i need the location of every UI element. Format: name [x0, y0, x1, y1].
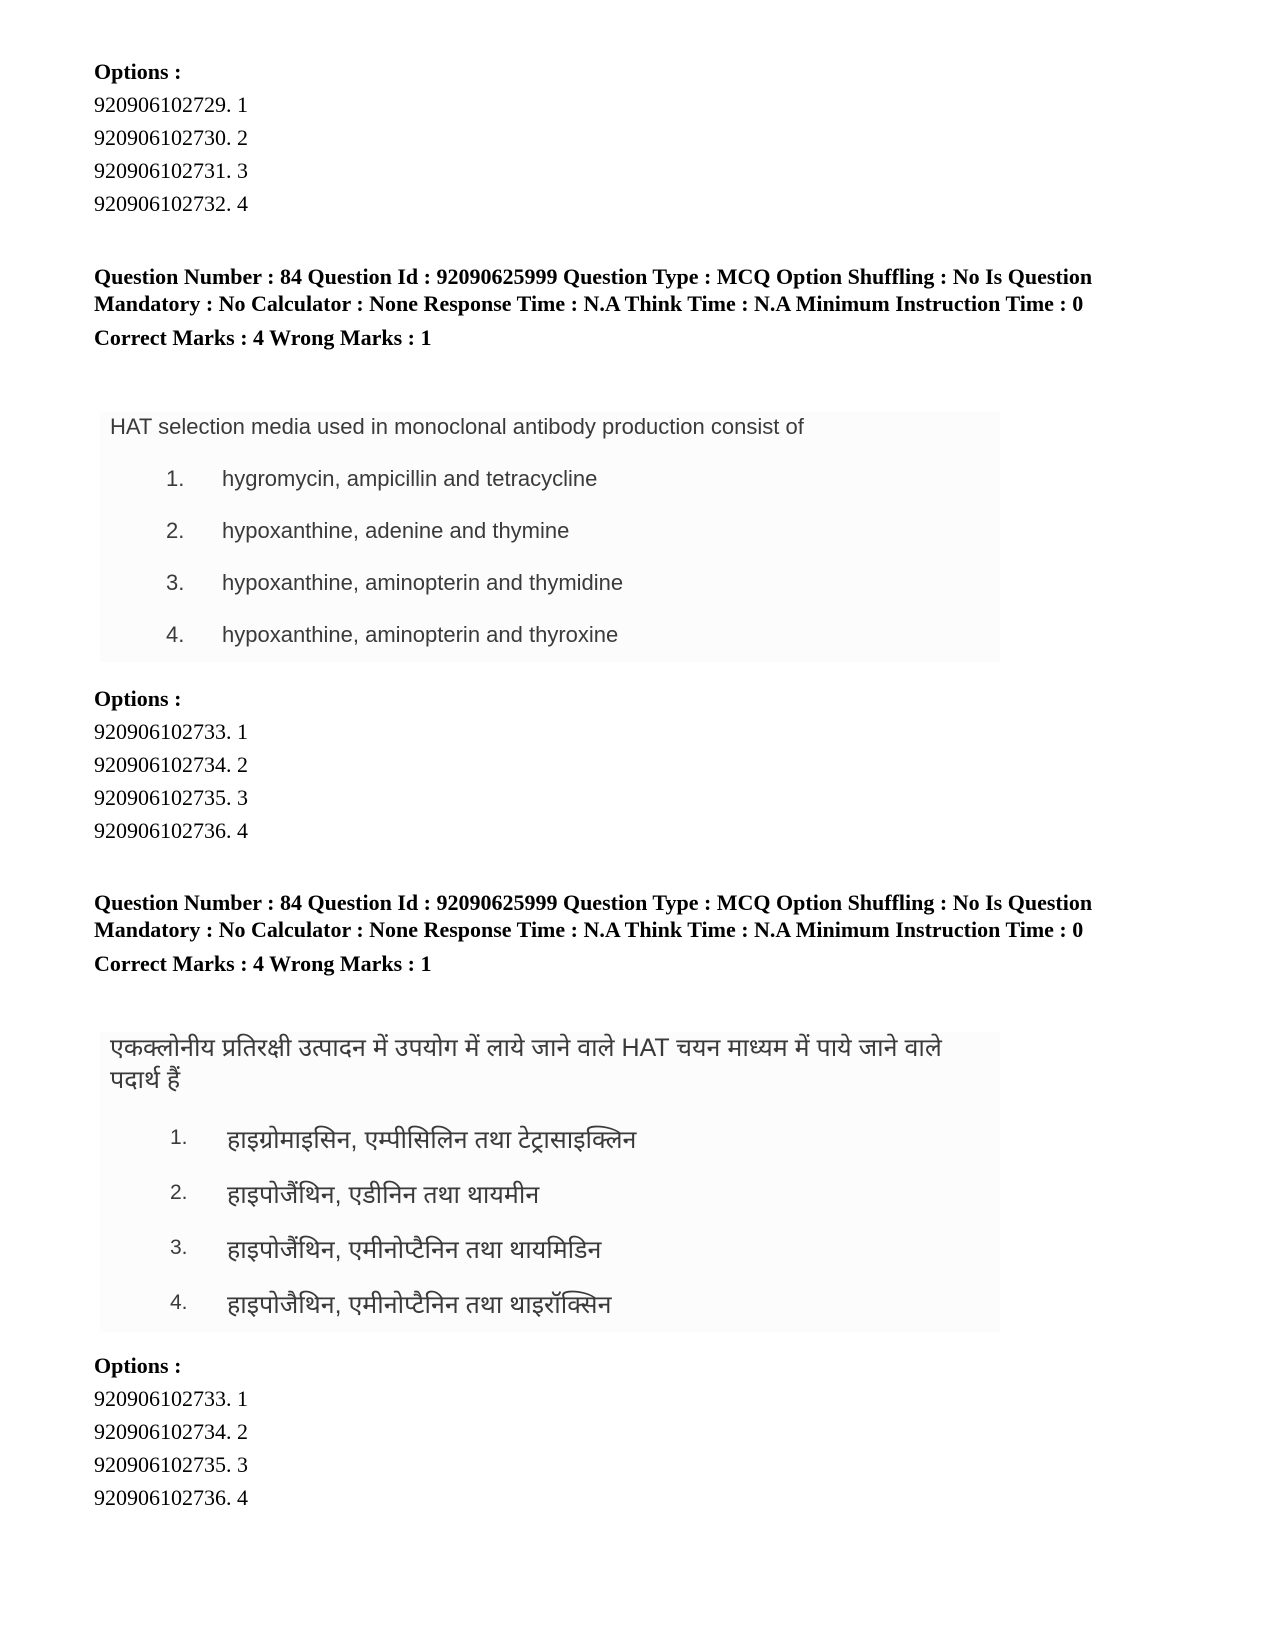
option-id: 920906102731. 3: [94, 158, 248, 183]
option-id: 920906102735. 3: [94, 785, 248, 810]
option-id: 920906102736. 4: [94, 818, 248, 843]
question-meta: Question Number : 84 Question Id : 92090625999 Question Type : MCQ Option Shuffling : No Is Question Mandatory : No Calculator : None Response Time : N.A Think Time : N.A Minimum Instruction Time : 0: [94, 264, 1093, 316]
answer-choice-1: [100, 1112, 1000, 1167]
choice-number: 2.: [166, 518, 185, 543]
option-id: 920906102732. 4: [94, 191, 248, 216]
question-stem-line-2: पदार्थ हैं: [110, 1066, 181, 1094]
choice-text: hypoxanthine, aminopterin and thymidine: [222, 570, 624, 595]
choice-text: हाइपोजैथिन, एमीनोप्टैनिन तथा थाइरॉक्सिन: [227, 1291, 612, 1319]
options-heading: Options :: [94, 686, 182, 711]
answer-choice-1: [100, 456, 1000, 508]
choice-text: हाइग्रोमाइसिन, एम्पीसिलिन तथा टेट्रासाइक्लिन: [227, 1126, 637, 1154]
option-id: 920906102736. 4: [94, 1485, 248, 1510]
option-id: 920906102733. 1: [94, 1386, 248, 1411]
option-id: 920906102734. 2: [94, 1419, 248, 1444]
question-meta: Question Number : 84 Question Id : 92090625999 Question Type : MCQ Option Shuffling : No Is Question Mandatory : No Calculator : None Response Time : N.A Think Time : N.A Minimum Instruction Time : 0: [94, 890, 1093, 942]
option-id: 920906102730. 2: [94, 125, 248, 150]
question-stem-line-1: एकक्लोनीय प्रतिरक्षी उत्पादन में उपयोग में लाये जाने वाले HAT चयन माध्यम में पाये जाने वाले: [110, 1034, 942, 1062]
question-marks: Correct Marks : 4 Wrong Marks : 1: [94, 951, 432, 976]
question-body-hindi: [100, 1032, 1000, 1332]
question-header-english: [94, 263, 1194, 353]
question-marks: Correct Marks : 4 Wrong Marks : 1: [94, 325, 432, 350]
choice-text: hygromycin, ampicillin and tetracycline: [222, 466, 598, 491]
choice-number: 3.: [170, 1236, 188, 1259]
choice-number: 1.: [170, 1126, 188, 1149]
answer-choice-2: [100, 508, 1000, 560]
question-body-english: [100, 412, 1000, 662]
answer-choice-4: [100, 1277, 1000, 1332]
choice-text: hypoxanthine, aminopterin and thyroxine: [222, 622, 619, 647]
choice-text: हाइपोजैंथिन, एमीनोप्टैनिन तथा थायमिडिन: [227, 1236, 602, 1264]
choice-number: 3.: [166, 570, 185, 595]
option-id: 920906102733. 1: [94, 719, 248, 744]
choice-number: 2.: [170, 1181, 188, 1204]
answer-choice-3: [100, 560, 1000, 612]
choice-text: हाइपोजैंथिन, एडीनिन तथा थायमीन: [227, 1181, 540, 1209]
answer-choice-2: [100, 1167, 1000, 1222]
choice-number: 4.: [166, 622, 185, 647]
options-heading: Options :: [94, 59, 182, 84]
choice-number: 4.: [170, 1291, 188, 1314]
option-id: 920906102729. 1: [94, 92, 248, 117]
options-list-english: [94, 683, 1194, 847]
options-heading: Options :: [94, 1353, 182, 1378]
answer-choice-3: [100, 1222, 1000, 1277]
option-id: 920906102734. 2: [94, 752, 248, 777]
options-list-hindi: [94, 1350, 1194, 1514]
option-id: 920906102735. 3: [94, 1452, 248, 1477]
choice-text: hypoxanthine, adenine and thymine: [222, 518, 570, 543]
answer-choice-4: [100, 612, 1000, 664]
options-list-top: [94, 56, 1194, 220]
question-stem: HAT selection media used in monoclonal antibody production consist of: [110, 414, 804, 439]
choice-number: 1.: [166, 466, 185, 491]
question-header-hindi: [94, 889, 1194, 979]
